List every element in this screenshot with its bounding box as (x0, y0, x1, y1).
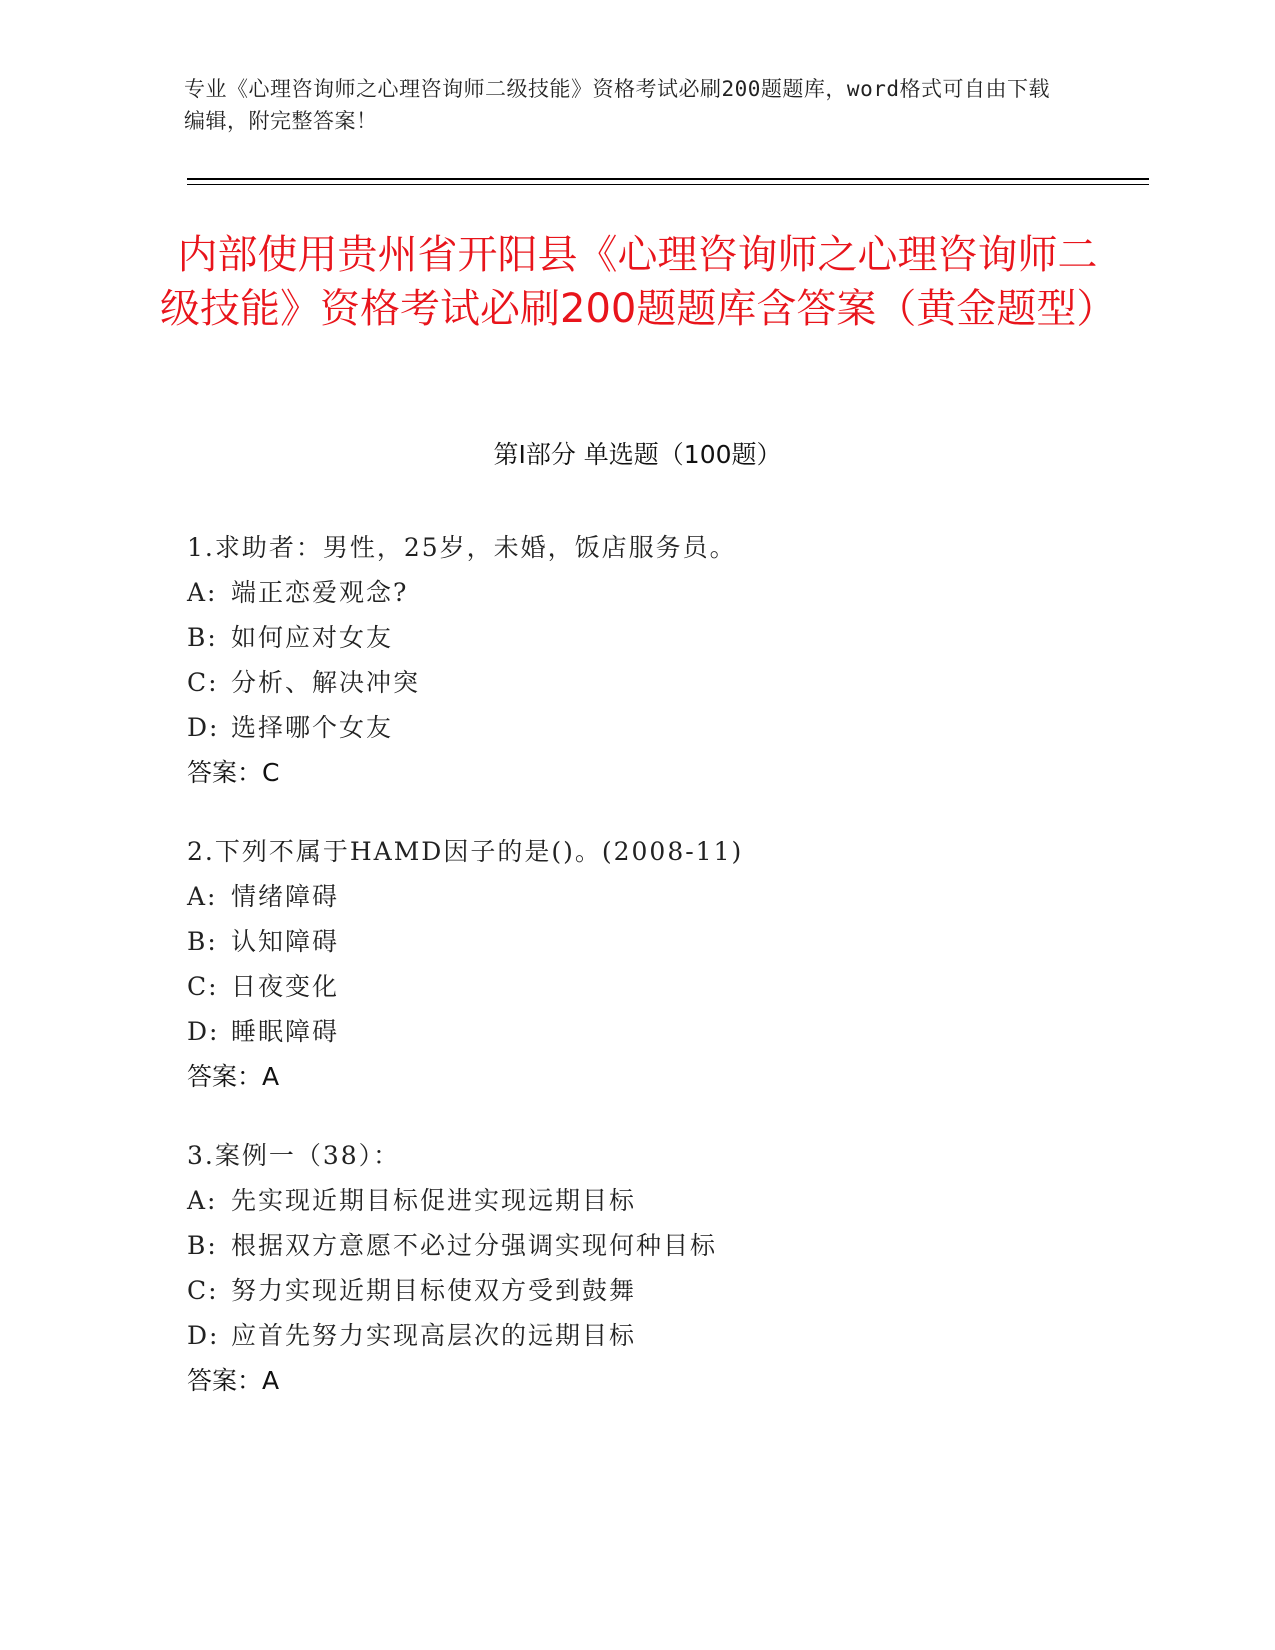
option-a (187, 874, 1137, 919)
option-text: 先实现近期目标促进实现远期目标 (231, 1186, 637, 1215)
option-key: A: (187, 578, 218, 607)
option-key: B: (187, 1231, 218, 1260)
option-c (187, 964, 1137, 1009)
question-item (187, 829, 1137, 1099)
option-text: 根据双方意愿不必过分强调实现何种目标 (231, 1231, 718, 1260)
option-b (187, 919, 1137, 964)
option-key: C: (187, 1276, 219, 1305)
option-text: 如何应对女友 (231, 623, 394, 652)
option-key: B: (187, 623, 218, 652)
header-rule-thick (187, 178, 1149, 180)
question-item (187, 525, 1137, 795)
option-d (187, 1313, 1137, 1358)
option-text: 选择哪个女友 (231, 713, 394, 742)
option-c (187, 660, 1137, 705)
option-d (187, 705, 1137, 750)
option-key: D: (187, 1321, 220, 1350)
option-text: 应首先努力实现高层次的远期目标 (231, 1321, 637, 1350)
option-text: 分析、解决冲突 (231, 668, 421, 697)
header-note: 专业《心理咨询师之心理咨询师二级技能》资格考试必刷200题题库，word格式可自由下载编辑，附完整答案！ (184, 77, 1050, 133)
option-text: 端正恋爱观念? (231, 578, 409, 607)
option-c (187, 1268, 1137, 1313)
option-key: A: (187, 882, 218, 911)
option-a (187, 570, 1137, 615)
question-stem: 2.下列不属于HAMD因子的是()。(2008-11) (187, 837, 744, 866)
section-title: 第Ⅰ部分 单选题（100题） (493, 440, 782, 469)
option-key: B: (187, 927, 218, 956)
option-text: 认知障碍 (231, 927, 340, 956)
answer-line: 答案：C (187, 758, 280, 787)
option-key: C: (187, 972, 219, 1001)
question-stem: 1.求助者：男性，25岁，未婚，饭店服务员。 (187, 533, 737, 562)
question-list (187, 525, 1137, 1437)
option-d (187, 1009, 1137, 1054)
answer-line: 答案：A (187, 1062, 280, 1091)
answer-line: 答案：A (187, 1366, 280, 1395)
option-key: C: (187, 668, 219, 697)
document-title: 内部使用贵州省开阳县《心理咨询师之心理咨询师二级技能》资格考试必刷200题题库含答案（黄金题型） (160, 232, 1117, 332)
option-text: 情绪障碍 (231, 882, 340, 911)
option-text: 日夜变化 (231, 972, 340, 1001)
header-rule-thin (187, 184, 1149, 185)
option-key: D: (187, 1017, 220, 1046)
option-b (187, 615, 1137, 660)
option-a (187, 1178, 1137, 1223)
option-key: A: (187, 1186, 218, 1215)
option-text: 努力实现近期目标使双方受到鼓舞 (231, 1276, 637, 1305)
option-text: 睡眠障碍 (231, 1017, 340, 1046)
option-key: D: (187, 713, 220, 742)
option-b (187, 1223, 1137, 1268)
question-item (187, 1133, 1137, 1403)
question-stem: 3.案例一（38）： (187, 1141, 401, 1170)
